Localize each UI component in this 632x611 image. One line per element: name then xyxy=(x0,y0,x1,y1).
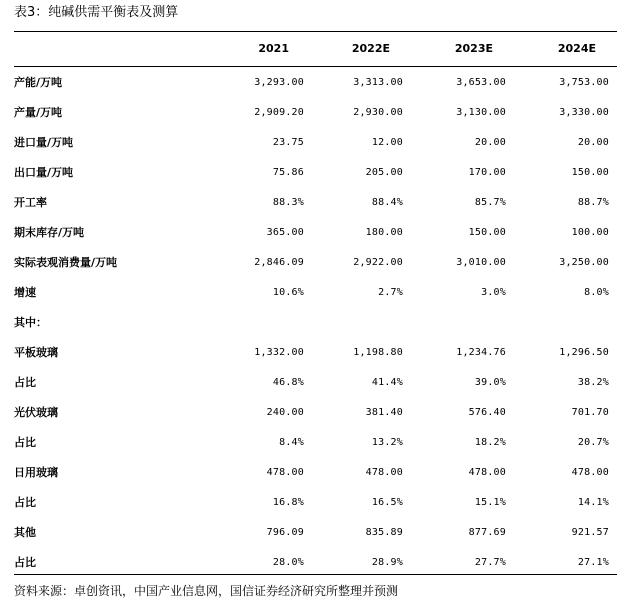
table-cell: 877.69 xyxy=(468,527,506,538)
table-cell: 75.86 xyxy=(272,167,304,178)
table-row xyxy=(14,188,617,218)
column-header-2022e: 2022E xyxy=(351,42,390,55)
table-cell: 1,332.00 xyxy=(254,347,304,358)
table-cell: 3,753.00 xyxy=(559,77,609,88)
table-cell: 1,234.76 xyxy=(456,347,506,358)
table-cell: 3,130.00 xyxy=(456,107,506,118)
table-cell: 27.7% xyxy=(474,557,506,568)
table-cell: 3.0% xyxy=(481,287,506,298)
table-cell: 1,198.80 xyxy=(353,347,403,358)
table-cell: 3,010.00 xyxy=(456,257,506,268)
source-note: 资料来源：卓创资讯，中国产业信息网，国信证券经济研究所整理并预测 xyxy=(14,584,399,598)
table-row xyxy=(14,368,617,398)
table-cell: 796.09 xyxy=(266,527,304,538)
table-cell: 2,922.00 xyxy=(353,257,403,268)
table-cell: 28.9% xyxy=(371,557,403,568)
table-row xyxy=(14,398,617,428)
table-cell: 38.2% xyxy=(577,377,609,388)
table-row xyxy=(14,428,617,458)
row-label: 占比 xyxy=(14,496,36,509)
column-header-2024e: 2024E xyxy=(557,42,596,55)
table-cell: 150.00 xyxy=(571,167,609,178)
row-label: 占比 xyxy=(14,556,36,569)
row-label: 光伏玻璃 xyxy=(14,406,58,419)
table-cell: 20.7% xyxy=(577,437,609,448)
table-bottom-rule xyxy=(14,574,617,575)
table-cell: 8.0% xyxy=(584,287,609,298)
table-cell: 14.1% xyxy=(577,497,609,508)
table-row xyxy=(14,248,617,278)
table-cell: 20.00 xyxy=(474,137,506,148)
table-cell: 88.4% xyxy=(371,197,403,208)
table-cell: 170.00 xyxy=(468,167,506,178)
table-row xyxy=(14,518,617,548)
table-cell: 180.00 xyxy=(365,227,403,238)
table-cell: 100.00 xyxy=(571,227,609,238)
table-cell: 240.00 xyxy=(266,407,304,418)
table-cell: 478.00 xyxy=(571,467,609,478)
table-cell: 2,930.00 xyxy=(353,107,403,118)
table-row xyxy=(14,98,617,128)
row-label: 开工率 xyxy=(14,196,47,209)
table-cell: 381.40 xyxy=(365,407,403,418)
row-label: 占比 xyxy=(14,436,36,449)
column-header-2021: 2021 xyxy=(258,42,289,55)
table-row xyxy=(14,308,617,338)
table-cell: 41.4% xyxy=(371,377,403,388)
table-cell: 3,653.00 xyxy=(456,77,506,88)
row-label: 占比 xyxy=(14,376,36,389)
table-cell: 18.2% xyxy=(474,437,506,448)
table-cell: 23.75 xyxy=(272,137,304,148)
table-row xyxy=(14,218,617,248)
table-cell: 3,293.00 xyxy=(254,77,304,88)
table-row xyxy=(14,338,617,368)
table-cell: 12.00 xyxy=(371,137,403,148)
table-cell: 2.7% xyxy=(378,287,403,298)
row-label: 日用玻璃 xyxy=(14,466,58,479)
row-label: 进口量/万吨 xyxy=(14,136,74,149)
table-cell: 3,330.00 xyxy=(559,107,609,118)
row-label: 出口量/万吨 xyxy=(14,166,74,179)
table-cell: 478.00 xyxy=(365,467,403,478)
table-cell: 1,296.50 xyxy=(559,347,609,358)
table-cell: 28.0% xyxy=(272,557,304,568)
row-label: 平板玻璃 xyxy=(14,346,58,359)
table-caption: 表3：纯碱供需平衡表及测算 xyxy=(14,5,179,20)
table-cell: 20.00 xyxy=(577,137,609,148)
table-cell: 16.5% xyxy=(371,497,403,508)
table-cell: 576.40 xyxy=(468,407,506,418)
table-cell: 3,313.00 xyxy=(353,77,403,88)
table-cell: 46.8% xyxy=(272,377,304,388)
row-label: 产量/万吨 xyxy=(14,106,63,119)
row-label: 实际表观消费量/万吨 xyxy=(14,256,118,269)
row-label: 产能/万吨 xyxy=(14,76,63,89)
row-label: 增速 xyxy=(14,286,36,299)
row-label: 其他 xyxy=(14,526,36,539)
table-cell: 10.6% xyxy=(272,287,304,298)
table-row xyxy=(14,158,617,188)
table-cell: 365.00 xyxy=(266,227,304,238)
table-cell: 85.7% xyxy=(474,197,506,208)
column-header-2023e: 2023E xyxy=(454,42,493,55)
table-cell: 478.00 xyxy=(266,467,304,478)
table-cell: 3,250.00 xyxy=(559,257,609,268)
table-cell: 39.0% xyxy=(474,377,506,388)
table-cell: 27.1% xyxy=(577,557,609,568)
table-row xyxy=(14,458,617,488)
table-cell: 2,846.09 xyxy=(254,257,304,268)
row-label: 其中： xyxy=(14,316,47,329)
table-header-rule xyxy=(14,66,617,67)
table-cell: 835.89 xyxy=(365,527,403,538)
table-cell: 2,909.20 xyxy=(254,107,304,118)
table-cell: 701.70 xyxy=(571,407,609,418)
row-label: 期末库存/万吨 xyxy=(14,226,85,239)
table-cell: 88.7% xyxy=(577,197,609,208)
table-top-rule xyxy=(14,31,617,32)
table-cell: 8.4% xyxy=(279,437,304,448)
table-row xyxy=(14,278,617,308)
table-row xyxy=(14,488,617,518)
table-row xyxy=(14,68,617,98)
table-cell: 150.00 xyxy=(468,227,506,238)
table-cell: 478.00 xyxy=(468,467,506,478)
table-cell: 16.8% xyxy=(272,497,304,508)
table-cell: 921.57 xyxy=(571,527,609,538)
table-cell: 15.1% xyxy=(474,497,506,508)
table-row xyxy=(14,128,617,158)
table-cell: 13.2% xyxy=(371,437,403,448)
table-cell: 205.00 xyxy=(365,167,403,178)
table-cell: 88.3% xyxy=(272,197,304,208)
